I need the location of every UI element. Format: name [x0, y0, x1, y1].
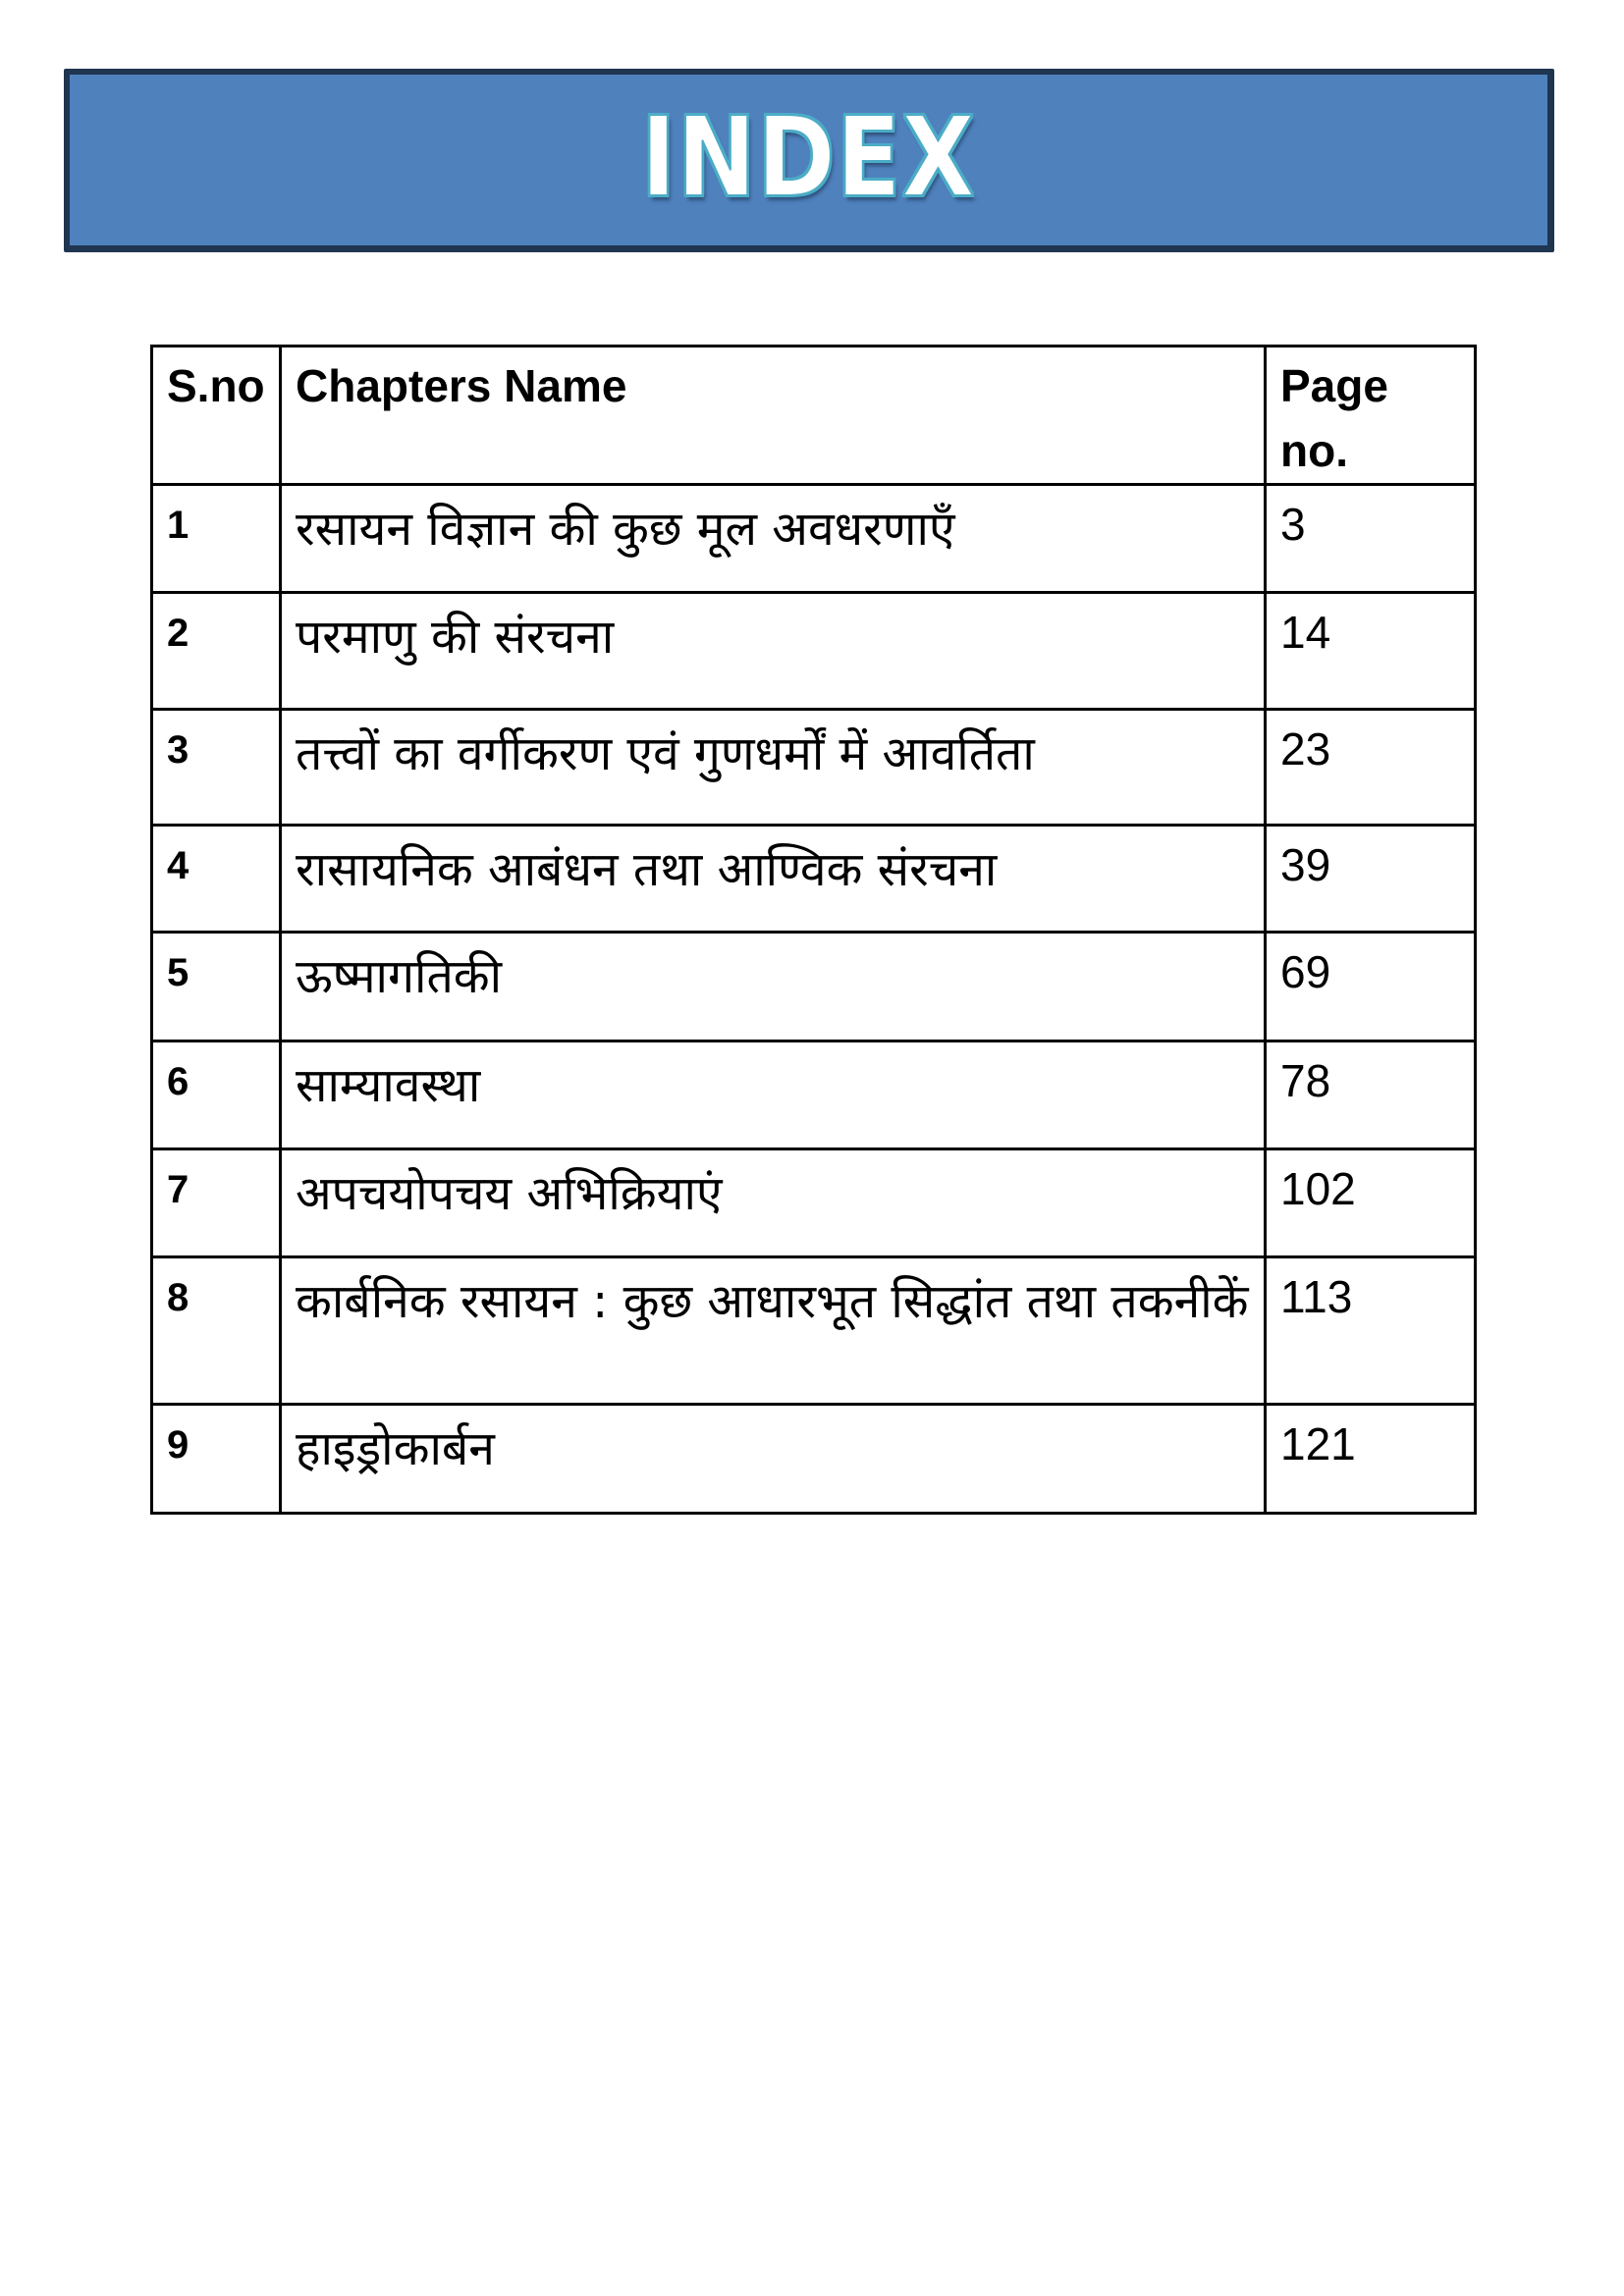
- page-number-cell: 69: [1266, 933, 1476, 1041]
- chapter-name-cell: रसायन विज्ञान की कुछ मूल अवधरणाएँ: [281, 485, 1266, 593]
- serial-number-cell: 7: [152, 1149, 281, 1257]
- chapter-name-cell: ऊष्मागतिकी: [281, 933, 1266, 1041]
- page-number-cell: 39: [1266, 826, 1476, 933]
- chapter-name-cell: अपचयोपचय अभिक्रियाएं: [281, 1149, 1266, 1257]
- serial-number-cell: 2: [152, 593, 281, 710]
- page-number-cell: 23: [1266, 710, 1476, 826]
- serial-number-cell: 5: [152, 933, 281, 1041]
- index-banner: [64, 69, 1554, 252]
- table-row: [152, 1405, 1476, 1514]
- table-header-row: [152, 347, 1476, 485]
- header-page-line2: no.: [1280, 425, 1348, 476]
- table-row: [152, 710, 1476, 826]
- table-row: [152, 933, 1476, 1041]
- serial-number-cell: 6: [152, 1041, 281, 1149]
- table-row: [152, 1149, 1476, 1257]
- page-number-cell: 121: [1266, 1405, 1476, 1514]
- header-sno: S.no: [152, 347, 281, 485]
- serial-number-cell: 4: [152, 826, 281, 933]
- page-number-cell: 113: [1266, 1257, 1476, 1405]
- table-body: [152, 485, 1476, 1514]
- serial-number-cell: 3: [152, 710, 281, 826]
- table-row: [152, 1041, 1476, 1149]
- page-number-cell: 102: [1266, 1149, 1476, 1257]
- serial-number-cell: 9: [152, 1405, 281, 1514]
- chapter-name-cell: कार्बनिक रसायन : कुछ आधारभूत सिद्धांत तथा तकनीकें: [281, 1257, 1266, 1405]
- serial-number-cell: 1: [152, 485, 281, 593]
- page-number-cell: 14: [1266, 593, 1476, 710]
- chapter-name-cell: परमाणु की संरचना: [281, 593, 1266, 710]
- serial-number-cell: 8: [152, 1257, 281, 1405]
- table-row: [152, 593, 1476, 710]
- chapter-name-cell: हाइड्रोकार्बन: [281, 1405, 1266, 1514]
- chapter-name-cell: रासायनिक आबंधन तथा आण्विक संरचना: [281, 826, 1266, 933]
- table-row: [152, 1257, 1476, 1405]
- page-number-cell: 78: [1266, 1041, 1476, 1149]
- header-page-no: [1266, 347, 1476, 485]
- header-chapter-name: Chapters Name: [281, 347, 1266, 485]
- table-row: [152, 485, 1476, 593]
- chapter-name-cell: साम्यावस्था: [281, 1041, 1266, 1149]
- page-title: INDEX: [641, 94, 976, 222]
- chapter-name-cell: तत्त्वों का वर्गीकरण एवं गुणधर्मों में आवर्तिता: [281, 710, 1266, 826]
- page-number-cell: 3: [1266, 485, 1476, 593]
- table-row: [152, 826, 1476, 933]
- header-page-line1: Page: [1280, 360, 1388, 411]
- index-table: [150, 345, 1477, 1515]
